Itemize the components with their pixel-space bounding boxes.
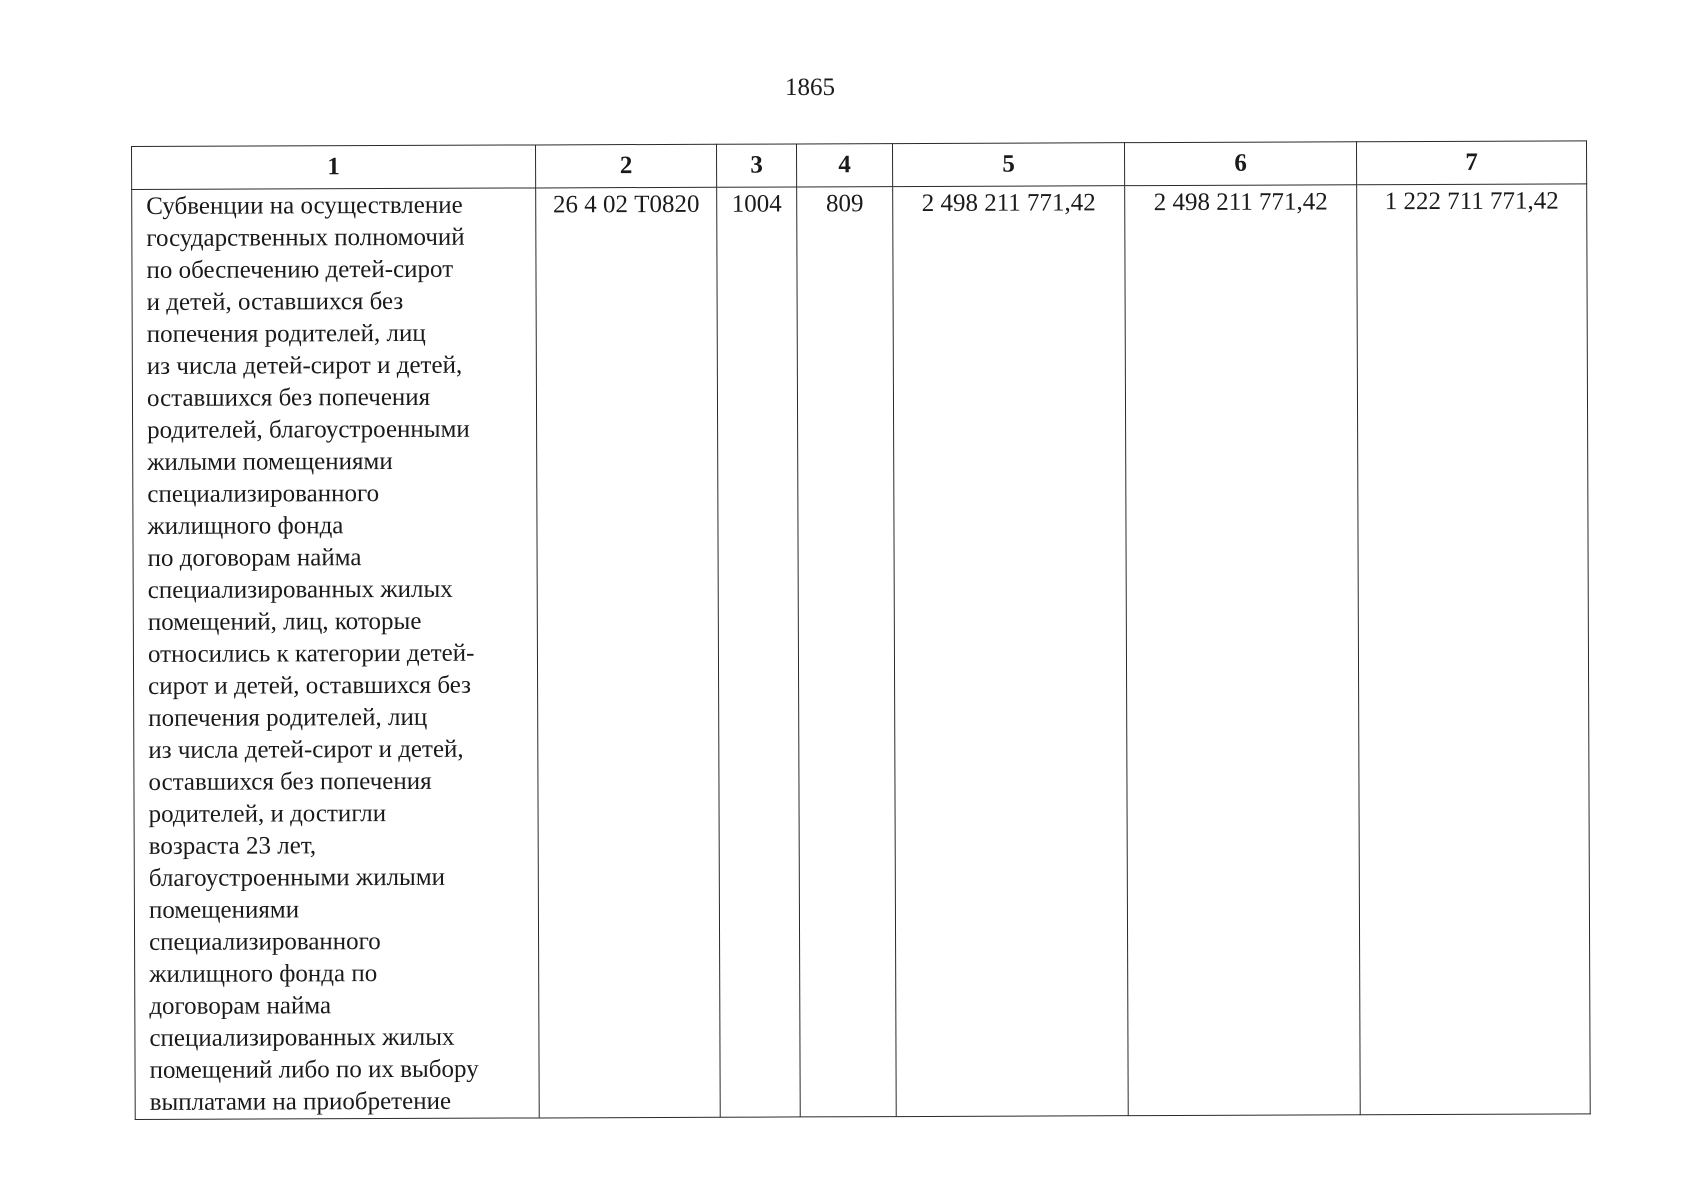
column-header-4: 4 bbox=[796, 144, 892, 187]
column-header-5: 5 bbox=[892, 143, 1124, 187]
column-header-3: 3 bbox=[716, 144, 796, 187]
amount-cell-6: 2 498 211 771,42 bbox=[1125, 185, 1361, 1116]
budget-table bbox=[131, 140, 1591, 1120]
amount-cell-5: 2 498 211 771,42 bbox=[893, 186, 1129, 1117]
header-row bbox=[132, 141, 1587, 190]
column-header-6: 6 bbox=[1124, 142, 1356, 186]
section-cell: 1004 bbox=[717, 187, 801, 1117]
table-row bbox=[132, 184, 1591, 1120]
column-header-2: 2 bbox=[535, 144, 716, 188]
description-cell: Субвенции на осуществление государственных полномочий по обеспечению детей-сирот и детей, оставшихся без попечения родителей, лиц из числа детей-сирот и детей, оставшихся без попечения родителей, благоустроенными жилыми помещениями специализированного жилищного фонда по договорам найма специализированных жилых помещений, лиц, которые относились к категории детей- сирот и детей, оставшихся без попечения родителей, лиц из числа детей-сирот и детей, оставшихся без попечения родителей, и достигли возраста 23 лет, благоустроенными жилыми помещениями специализированного жилищного фонда по договорам найма специализированных жилых помещений либо по их выбору выплатами на приобретение bbox=[132, 188, 540, 1120]
code-cell: 26 4 02 Т0820 bbox=[536, 187, 721, 1118]
amount-cell-7: 1 222 711 771,42 bbox=[1357, 184, 1591, 1115]
column-header-7: 7 bbox=[1356, 141, 1586, 185]
column-header-1: 1 bbox=[132, 145, 536, 190]
page-number: 1865 bbox=[785, 74, 835, 101]
expense-type-cell: 809 bbox=[797, 187, 897, 1117]
